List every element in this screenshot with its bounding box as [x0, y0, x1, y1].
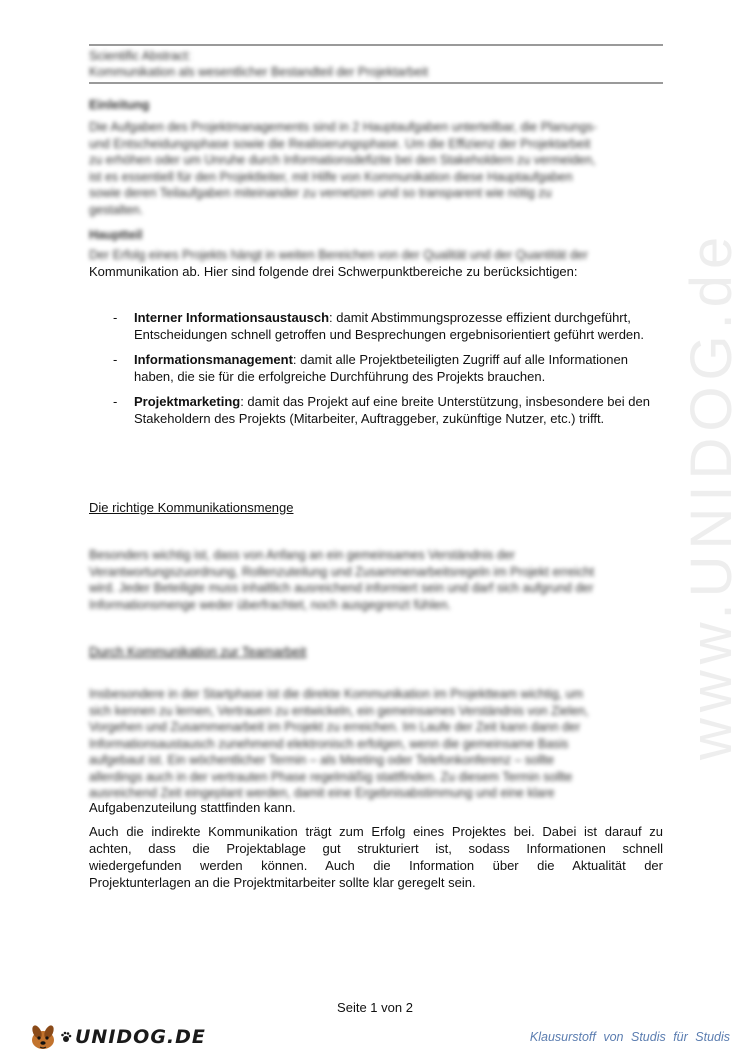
section3-line: Vorgehen und Zusammenarbeit im Projekt zu erreichen. Im Laufe der Zeit kann dann der: [89, 720, 581, 734]
section3-paragraph: [89, 686, 663, 802]
paragraph-line: achten, dass die Projektablage gut strukturiert ist, sodass Informationen schnell: [89, 841, 663, 856]
bullet-term: Interner Informationsaustausch: [134, 310, 330, 325]
section2-line: Informationsmenge weder überfrachtet, noch ausgegrenzt fühlen.: [89, 597, 452, 612]
focus-area-list: [89, 309, 663, 435]
header-line-2: Kommunikation als wesentlicher Bestandteil der Projektarbeit: [89, 65, 429, 79]
paragraph-line: Auch die indirekte Kommunikation trägt zum Erfolg eines Projektes bei. Dabei ist darauf zu: [89, 824, 663, 839]
logo-text: UNIDOG.DE: [75, 1026, 206, 1048]
paw-icon: [60, 1031, 72, 1043]
list-item: [89, 351, 663, 385]
unidog-logo[interactable]: [28, 1022, 206, 1052]
bullet-text: : damit alle Projektbeteiligten Zugriff auf alle Informationen haben, die sie für die erfolgreiche Durchführung des Projekts brauchen.: [134, 352, 628, 384]
section3-line: Insbesondere in der Startphase ist die direkte Kommunikation im Projektteam wichtig, um: [89, 687, 583, 701]
intro-line: zu erhöhen oder um Unruhe durch Informationsdefizite bei den Stakeholdern zu vermeiden,: [89, 153, 596, 167]
intro-title: Einleitung: [89, 98, 150, 112]
section3-line: sich kennen zu lernen, Vertrauen zu entwickeln, ein gemeinsames Verständnis von Zielen,: [89, 703, 589, 718]
dog-icon: [28, 1022, 58, 1052]
bullet-dash: -: [113, 394, 118, 409]
section2-paragraph: [89, 547, 663, 613]
intro-line: und Entscheidungsphase sowie die Realisierungsphase. Um die Effizienz der Projektarbeit: [89, 136, 591, 151]
main-title: Hauptteil: [89, 228, 143, 242]
intro-line: sowie deren Teilaufgaben miteinander zu vernetzen und so transparent wie nötig zu: [89, 186, 552, 200]
intro-line: Die Aufgaben des Projektmanagements sind in 2 Hauptaufgaben unterteilbar, die Planungs-: [89, 120, 597, 134]
section2-line: Besonders wichtig ist, dass von Anfang an ein gemeinsames Verständnis der: [89, 548, 515, 562]
section2-line: wird. Jeder Beteiligte muss inhaltlich ausreichend informiert sein und darf sich aufgrund der: [89, 581, 594, 595]
main-line-1: Der Erfolg eines Projekts hängt in weiten Bereichen von der Qualität und der Quantität der: [89, 248, 588, 262]
list-item: [89, 309, 663, 343]
header-rule-top: [89, 44, 663, 46]
section3-line: allerdings auch in der vertrauten Phase regelmäßig stattfinden. Zu diesem Termin sollte: [89, 769, 573, 784]
intro-paragraph: [89, 119, 663, 218]
intro-line: gestalten.: [89, 202, 144, 217]
section3-paragraph-2: [89, 823, 663, 891]
bullet-term: Informationsmanagement: [134, 352, 293, 367]
section3-line: aufgebaut ist. Ein wöchentlicher Termin – als Meeting oder Telefonkonferenz – sollte: [89, 753, 555, 767]
page-number: Seite 1 von 2: [337, 1000, 413, 1015]
header-rule-bottom: [89, 82, 663, 84]
footer-tagline: Klausurstoff von Studis für Studis: [529, 1030, 730, 1044]
section-heading-teamwork: Durch Kommunikation zur Teamarbeit: [89, 644, 307, 659]
bullet-text: : damit das Projekt auf eine breite Unterstützung, insbesondere bei den Stakeholdern des Projekts (Mitarbeiter, Auftraggeber, zukünftige Nutzer, etc.) trifft.: [134, 394, 650, 426]
section3-line: ausreichend Zeit eingeplant werden, damit eine Ergebnisabstimmung und eine klare: [89, 786, 555, 800]
section3-sharp-line: Aufgabenzuteilung stattfinden kann.: [89, 800, 296, 815]
paragraph-line: wiedergefunden werden können. Auch die Information über die Aktualität der: [89, 858, 663, 873]
watermark-text: www.UNIDOG.de: [679, 230, 744, 760]
bullet-term: Projektmarketing: [134, 394, 241, 409]
header-line-1: Scientific Abstract:: [89, 49, 192, 63]
paragraph-line: Projektunterlagen an die Projektmitarbeiter sollte klar geregelt sein.: [89, 875, 476, 890]
bullet-dash: -: [113, 352, 118, 367]
bullet-dash: -: [113, 310, 118, 325]
section-heading-communication-amount: Die richtige Kommunikationsmenge: [89, 500, 294, 515]
list-item: [89, 393, 663, 427]
intro-line: ist es essentiell für den Projektleiter, mit Hilfe von Kommunikation diese Hauptaufgaben: [89, 169, 573, 184]
main-line-2: Kommunikation ab. Hier sind folgende drei Schwerpunktbereiche zu berücksichtigen:: [89, 264, 578, 279]
section3-line: Informationsaustausch zunehmend elektronisch erfolgen, wenn die gemeinsame Basis: [89, 736, 569, 751]
section2-line: Verantwortungszuordnung, Rollenzuteilung und Zusammenarbeitsregeln im Projekt erreicht: [89, 564, 595, 579]
bullet-text: : damit Abstimmungsprozesse effizient durchgeführt, Entscheidungen schnell getroffen und Besprechungen ergebnisorientiert geführt werden.: [134, 310, 644, 342]
